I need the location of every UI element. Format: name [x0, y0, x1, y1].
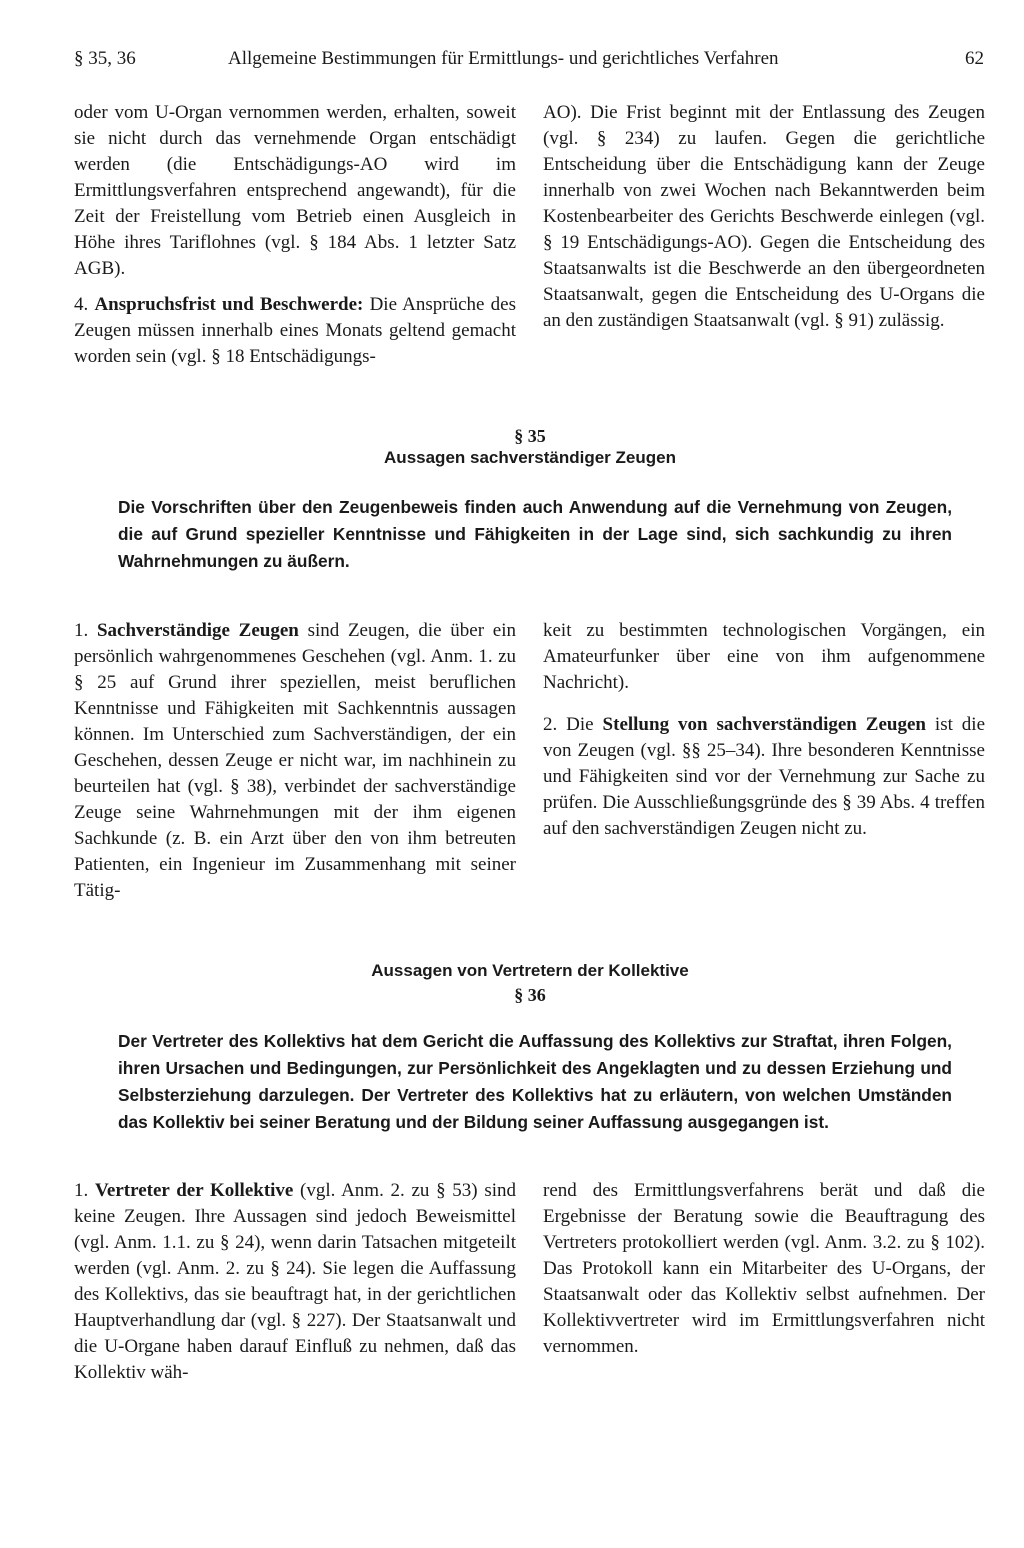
paragraph: 4. Anspruchsfrist und Beschwerde: Die Ansprüche des Zeugen müssen innerhalb eines Monats geltend gemacht worden sein (vgl. § 18 Entschädigungs-: [74, 294, 516, 367]
paragraph-lead: Stellung von sachverständigen Zeugen: [602, 714, 926, 735]
section-35-norm-text: Die Vorschriften über den Zeugenbeweis finden auch Anwendung auf die Vernehmung von Zeugen, die auf Grund spezieller Kenntnisse und Fähigkeiten in der Lage sind, sich sachkundig zu ihren Wahrnehmungen zu äußern.: [118, 497, 952, 571]
s35-right-column: [543, 618, 985, 842]
paragraph-lead: Sachverständige Zeugen: [96, 620, 299, 641]
paragraph: 1. Vertreter der Kollektive (vgl. Anm. 2. zu § 53) sind keine Zeugen. Ihre Aussagen sind jedoch Beweismittel (vgl. Anm. 1.1. zu § 24), wenn darin Tatsachen mitgeteilt werden (vgl. Anm. 2. zu § 24). Sie legen die Auffassung des Kollektivs, das sie beauftragt hat, in der gerichtlichen Hauptverhandlung dar (vgl. § 227). Der Staatsanwalt und die U-Organe haben darauf Einfluß zu nehmen, daß das Kollektiv wäh-: [74, 1180, 516, 1383]
paragraph: AO). Die Frist beginnt mit der Entlassung des Zeugen (vgl. § 234) zu laufen. Gegen die gerichtliche Entscheidung über die Entschädigung kann der Zeuge innerhalb von zwei Wochen nach Bekanntwerden beim Kostenbearbeiter des Gerichts Beschwerde einlegen (vgl. § 19 Entschädigungs-AO). Gegen die Entscheidung des Staatsanwalts ist die Beschwerde an den übergeordneten Staatsanwalt, gegen die Entscheidung des U-Organs die an den zuständigen Staatsanwalt (vgl. § 91) zulässig.: [543, 102, 985, 331]
s36-left-column: [74, 1178, 516, 1386]
section-36-norm-text: Der Vertreter des Kollektivs hat dem Gericht die Auffassung des Kollektivs zur Straftat, ihren Folgen, ihren Ursachen und Bedingungen, zur Persönlichkeit des Angeklagten und zu dessen Erziehung und Selbsterziehung darzulegen. Der Vertreter des Kollektivs hat zu erläutern, von welchen Umständen das Kollektiv bei seiner Beratung und der Bildung seiner Auffassung ausgegangen ist.: [118, 1031, 952, 1132]
paragraph: 1. Sachverständige Zeugen sind Zeugen, die über ein persönlich wahrgenommenes Geschehen (vgl. Anm. 1. zu § 25 auf Grund ihrer speziellen, meist beruflichen Kenntnisse und Fähigkeiten mit Sachkenntnis aussagen können. Im Unterschied zum Sachverständigen, der ein Geschehen, dessen Zeuge er nicht war, im nachhinein zu beurteilen hat (vgl. § 38), verbindet der sachverständige Zeuge seine Wahrnehmungen mit der ihm eigenen Sachkunde (z. B. ein Arzt über den von ihm betreuten Patienten, ein Ingenieur im Zusammenhang mit seiner Tätig-: [74, 620, 516, 901]
section-36-number: § 36: [514, 985, 546, 1005]
paragraph: rend des Ermittlungsverfahrens berät und daß die Ergebnisse der Beratung sowie die Beauftragung des Vertreters protokolliert werden (vgl. Anm. 3.2. zu § 102). Das Protokoll kann ein Mitarbeiter des U-Organs, der Staatsanwalt oder das Kollektiv selbst aufnehmen. Der Kollektivvertreter wird im Ermittlungsverfahren nicht vernommen.: [543, 1180, 985, 1357]
paragraph: 2. Die Stellung von sachverständigen Zeugen ist die von Zeugen (vgl. §§ 25–34). Ihre besonderen Kenntnisse und Fähigkeiten sind vor der Vernehmung zur Sache zu prüfen. Die Ausschließungsgründe des § 39 Abs. 4 treffen auf den sachverständigen Zeugen nicht zu.: [543, 714, 986, 839]
paragraph: oder vom U-Organ vernommen werden, erhalten, soweit sie nicht durch das vernehmende Organ entschädigt werden (die Entschädigungs-AO wird im Ermittlungsverfahren entsprechend angewandt), für die Zeit der Freistellung vom Betrieb einen Ausgleich in Höhe ihres Tariflohnes (vgl. § 184 Abs. 1 letzter Satz AGB).: [74, 102, 516, 279]
paragraph-lead: Vertreter der Kollektive: [94, 1180, 294, 1201]
s36-right-column: [543, 1178, 985, 1360]
section-35-title: Aussagen sachverständiger Zeugen: [384, 448, 676, 467]
top-right-column: [543, 100, 985, 334]
s35-left-column: [74, 618, 516, 904]
section-35-number: § 35: [514, 426, 546, 446]
header-title: Allgemeine Bestimmungen für Ermittlungs- und gerichtliches Verfahren: [228, 48, 779, 69]
section-36-title: Aussagen von Vertretern der Kollektive: [371, 961, 689, 980]
paragraph-lead: Anspruchsfrist und Beschwerde:: [94, 294, 364, 315]
paragraph: keit zu bestimmten technologischen Vorgängen, ein Amateurfunker über eine von ihm aufgenommene Nachricht).: [543, 620, 985, 693]
header-section-ref: § 35, 36: [74, 48, 136, 69]
page-number: 62: [965, 48, 984, 69]
top-left-column: [74, 100, 516, 370]
page-header: [74, 48, 986, 78]
